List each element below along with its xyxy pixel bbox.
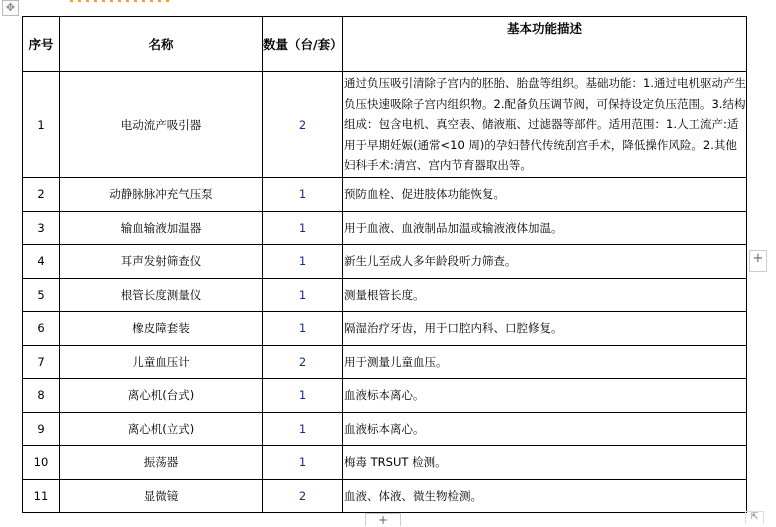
table-resize-handle-icon[interactable]: ⇱ xyxy=(745,511,764,524)
row-no: 4 xyxy=(23,245,60,279)
row-no: 5 xyxy=(23,278,60,312)
row-desc: 预防血栓、促进肢体功能恢复。 xyxy=(343,178,747,212)
row-qty: 1 xyxy=(263,446,343,480)
header-no: 序号 xyxy=(23,17,60,72)
table-row xyxy=(23,345,747,379)
row-name: 显微镜 xyxy=(60,479,263,513)
table-row xyxy=(23,211,747,245)
table-row xyxy=(23,312,747,346)
row-qty: 2 xyxy=(263,72,343,178)
row-qty: 1 xyxy=(263,178,343,212)
row-name: 电动流产吸引器 xyxy=(60,72,263,178)
header-name: 名称 xyxy=(60,17,263,72)
row-no: 2 xyxy=(23,178,60,212)
row-no: 8 xyxy=(23,379,60,413)
row-desc: 血液、体液、微生物检测。 xyxy=(343,479,747,513)
table-move-handle-icon[interactable]: ✥ xyxy=(2,0,19,16)
row-no: 7 xyxy=(23,345,60,379)
table-row xyxy=(23,379,747,413)
add-column-button[interactable]: + xyxy=(749,250,767,272)
table-header-row xyxy=(23,17,747,72)
row-no: 3 xyxy=(23,211,60,245)
text-fragment-decoration xyxy=(70,0,170,2)
row-qty: 1 xyxy=(263,211,343,245)
row-name: 离心机(台式) xyxy=(60,379,263,413)
equipment-table xyxy=(22,16,747,513)
row-name: 输血输液加温器 xyxy=(60,211,263,245)
table-row xyxy=(23,278,747,312)
row-desc: 隔湿治疗牙齿，用于口腔内科、口腔修复。 xyxy=(343,312,747,346)
row-desc: 新生儿至成人多年龄段听力筛查。 xyxy=(343,245,747,279)
header-qty: 数量（台/套） xyxy=(263,17,343,72)
row-name: 儿童血压计 xyxy=(60,345,263,379)
row-qty: 1 xyxy=(263,412,343,446)
row-name: 动静脉脉冲充气压泵 xyxy=(60,178,263,212)
row-name: 振荡器 xyxy=(60,446,263,480)
row-no: 11 xyxy=(23,479,60,513)
row-no: 9 xyxy=(23,412,60,446)
row-name: 耳声发射筛查仪 xyxy=(60,245,263,279)
table-row xyxy=(23,178,747,212)
table-row xyxy=(23,245,747,279)
row-qty: 2 xyxy=(263,479,343,513)
row-desc: 用于测量儿童血压。 xyxy=(343,345,747,379)
row-qty: 1 xyxy=(263,312,343,346)
row-desc: 血液标本离心。 xyxy=(343,412,747,446)
row-qty: 1 xyxy=(263,245,343,279)
table-row xyxy=(23,446,747,480)
row-desc: 梅毒 TRSUT 检测。 xyxy=(343,446,747,480)
row-name: 根管长度测量仪 xyxy=(60,278,263,312)
table-row xyxy=(23,479,747,513)
row-no: 10 xyxy=(23,446,60,480)
row-desc: 测量根管长度。 xyxy=(343,278,747,312)
table-row xyxy=(23,412,747,446)
row-no: 1 xyxy=(23,72,60,178)
header-desc: 基本功能描述 xyxy=(343,17,747,72)
row-name: 橡皮障套装 xyxy=(60,312,263,346)
table-row xyxy=(23,72,747,178)
row-qty: 2 xyxy=(263,345,343,379)
row-name: 离心机(立式) xyxy=(60,412,263,446)
add-row-button[interactable]: + xyxy=(365,513,401,526)
row-qty: 1 xyxy=(263,379,343,413)
row-qty: 1 xyxy=(263,278,343,312)
row-desc: 用于血液、血液制品加温或输液液体加温。 xyxy=(343,211,747,245)
row-no: 6 xyxy=(23,312,60,346)
row-desc: 血液标本离心。 xyxy=(343,379,747,413)
row-desc: 通过负压吸引清除子宫内的胚胎、胎盘等组织。基础功能：1.通过电机驱动产生负压快速吸除子宫内组织物。2.配备负压调节阀，可保持设定负压范围。3.结构组成：包含电机、真空表、储液瓶、过滤器等部件。适用范围：1.人工流产:适用于早期妊娠(通常<10 周)的孕妇替代传统刮宫手术，降低操作风险。2.其他妇科手术:清宫、宫内节育器取出等。 xyxy=(343,72,747,178)
